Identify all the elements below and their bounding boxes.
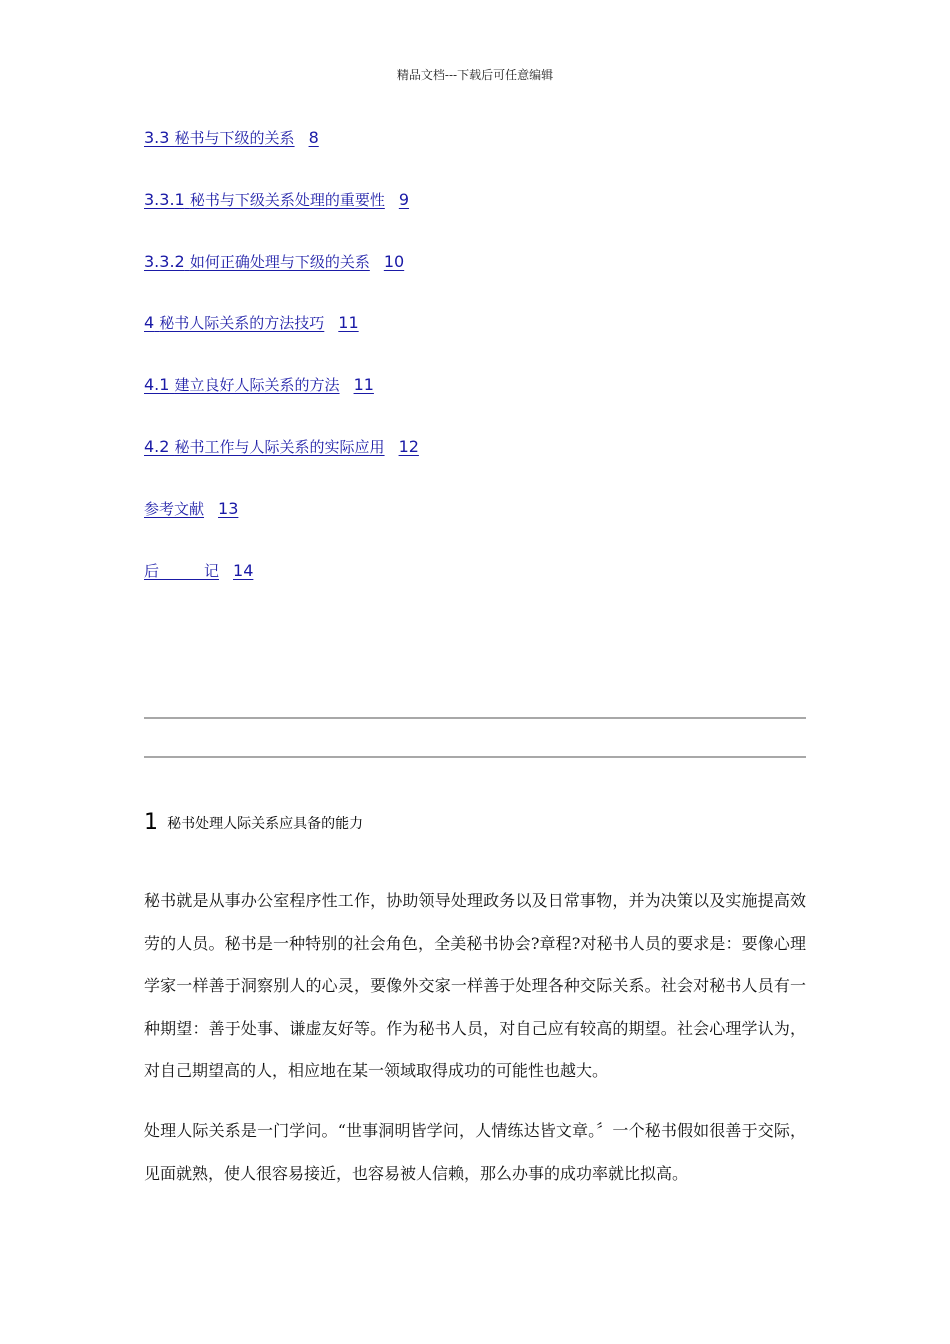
toc-number: 4 — [144, 313, 155, 332]
toc-item — [144, 313, 365, 333]
toc-item — [144, 190, 415, 210]
toc-title: 秘书人际关系的方法技巧 — [159, 314, 325, 332]
horizontal-rule — [144, 756, 806, 758]
body-paragraph: 秘书就是从事办公室程序性工作，协助领导处理政务以及日常事物，并为决策以及实施提高效劳的人员。秘书是一种特别的社会角色，全美秘书协会?章程?对秘书人员的要求是：要像心理学家一样善于洞察别人的心灵，要像外交家一样善于处理各种交际关系。社会对秘书人员有一种期望：善于处事、谦虚友好等。作为秘书人员，对自己应有较高的期望。社会心理学认为，对自己期望高的人，相应地在某一领域取得成功的可能性也越大。 — [144, 891, 806, 1081]
toc-link[interactable] — [144, 128, 325, 147]
toc-link[interactable] — [144, 499, 244, 518]
toc-link[interactable] — [144, 561, 259, 580]
toc-page-number: 13 — [218, 499, 239, 518]
toc-number: 3.3.1 — [144, 190, 185, 209]
toc-number: 4.2 — [144, 437, 170, 456]
toc-link[interactable] — [144, 375, 380, 394]
section-heading — [144, 810, 363, 835]
document-header-note: 精品文档---下载后可任意编辑 — [396, 68, 554, 82]
toc-title: 秘书与下级的关系 — [174, 129, 295, 147]
toc-page-number: 8 — [308, 128, 319, 147]
toc-number: 3.3 — [144, 128, 170, 147]
toc-item — [144, 128, 325, 148]
toc-page-number: 11 — [353, 375, 374, 394]
toc-title: 后 记 — [144, 562, 220, 580]
section-number: 1 — [144, 810, 158, 835]
section-title: 秘书处理人际关系应具备的能力 — [167, 815, 364, 832]
toc-page-number: 12 — [398, 437, 419, 456]
toc-link[interactable] — [144, 190, 415, 209]
toc-item — [144, 252, 410, 272]
toc-page-number: 14 — [233, 561, 254, 580]
toc-item — [144, 437, 425, 457]
toc-title: 参考文献 — [144, 500, 205, 518]
toc-title: 秘书与下级关系处理的重要性 — [189, 191, 385, 209]
toc-item — [144, 499, 244, 519]
horizontal-rule — [144, 717, 806, 719]
toc-link[interactable] — [144, 437, 425, 456]
body-paragraph: 处理人际关系是一门学问。“世事洞明皆学问，人情练达皆文章。〞一个秘书假如很善于交际，见面就熟，使人很容易接近，也容易被人信赖，那么办事的成功率就比拟高。 — [144, 1121, 806, 1183]
toc-link[interactable] — [144, 313, 365, 332]
toc-number: 4.1 — [144, 375, 170, 394]
toc-title: 建立良好人际关系的方法 — [174, 376, 340, 394]
toc-page-number: 9 — [398, 190, 410, 209]
toc-page-number: 11 — [338, 313, 359, 332]
toc-link[interactable] — [144, 252, 410, 271]
toc-page-number: 10 — [383, 252, 405, 271]
toc-item — [144, 375, 380, 395]
toc-number: 3.3.2 — [144, 252, 185, 271]
toc-title: 如何正确处理与下级的关系 — [189, 253, 370, 271]
toc-title: 秘书工作与人际关系的实际应用 — [174, 438, 385, 456]
toc-item — [144, 561, 259, 581]
